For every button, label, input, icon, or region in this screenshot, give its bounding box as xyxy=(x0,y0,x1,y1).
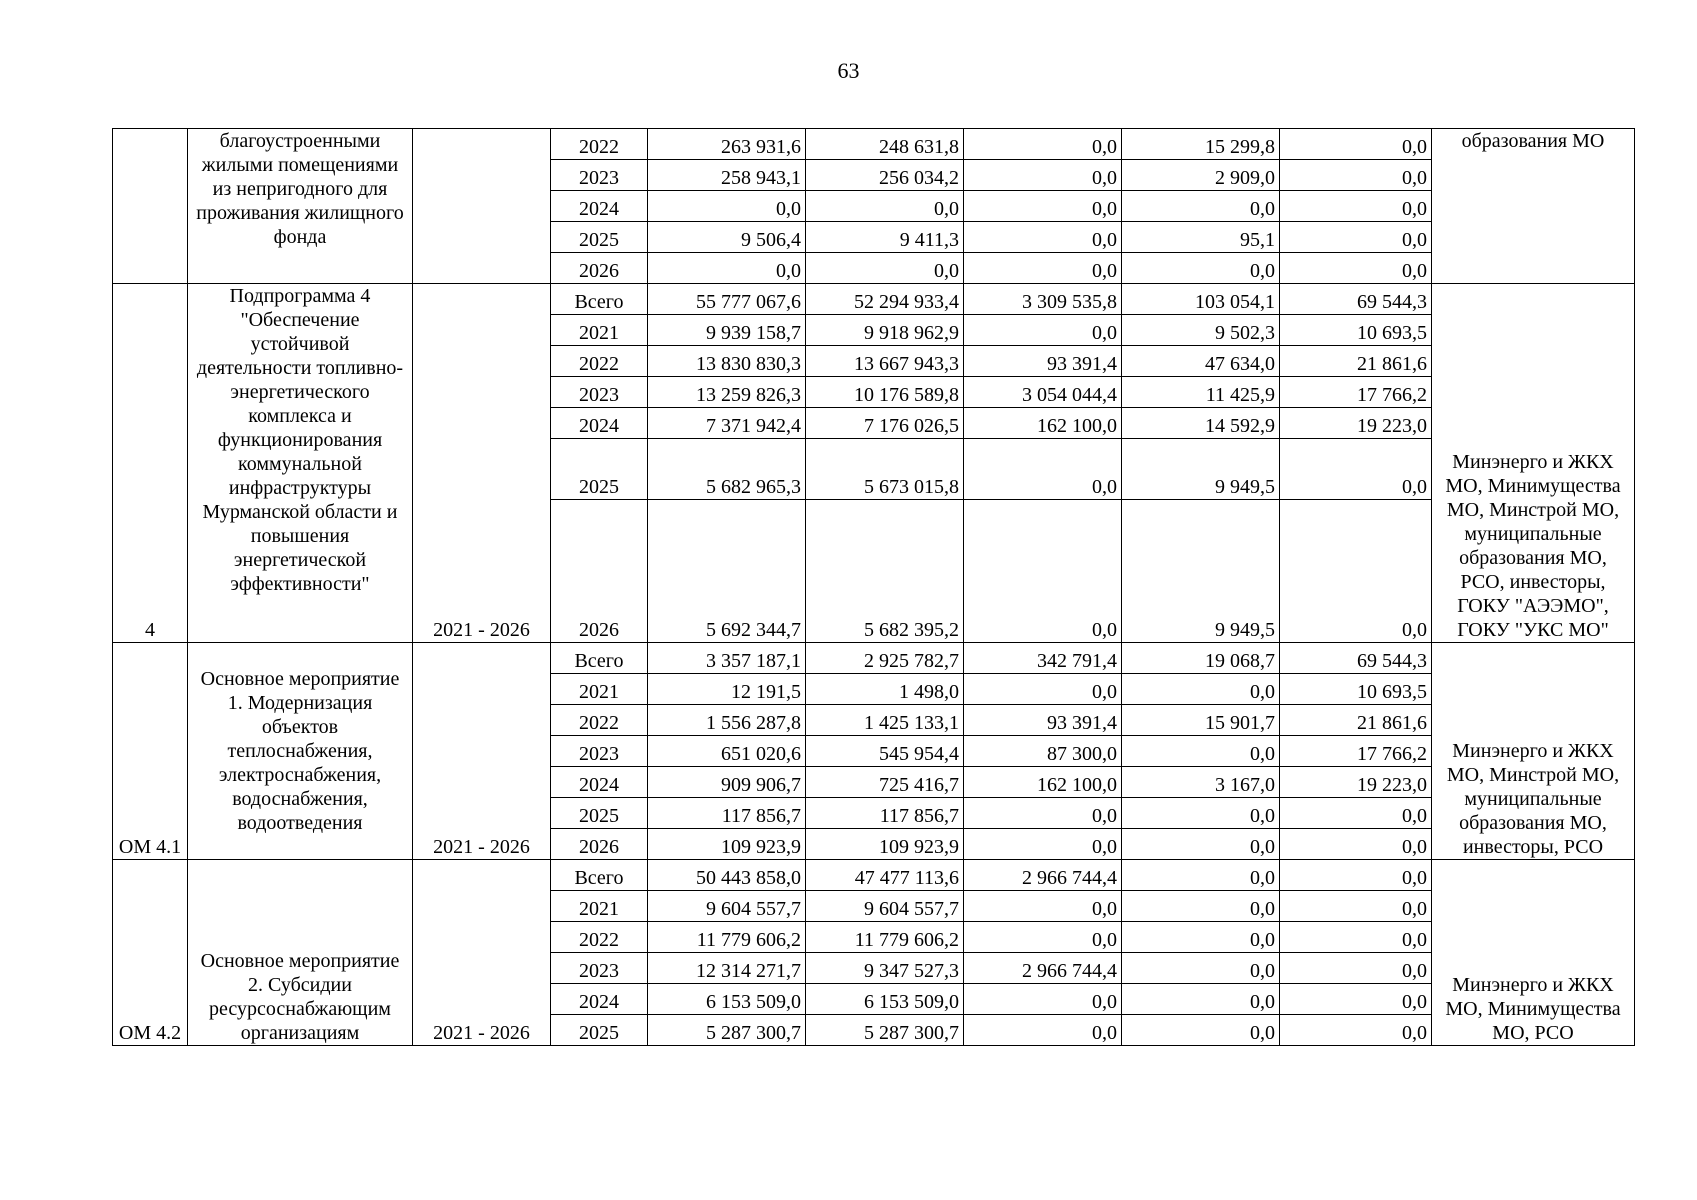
budget-table xyxy=(112,128,1635,1046)
year-cell: 2024 xyxy=(551,408,648,439)
year-cell: 2022 xyxy=(551,129,648,160)
amount-cell: 162 100,0 xyxy=(964,767,1122,798)
year-cell: 2021 xyxy=(551,315,648,346)
amount-cell: 0,0 xyxy=(1122,953,1280,984)
amount-cell: 0,0 xyxy=(964,160,1122,191)
row-index-cell: ОМ 4.2 xyxy=(113,860,188,1046)
amount-cell: 0,0 xyxy=(806,191,964,222)
amount-cell: 15 901,7 xyxy=(1122,705,1280,736)
amount-cell: 0,0 xyxy=(1280,829,1432,860)
amount-cell: 14 592,9 xyxy=(1122,408,1280,439)
program-name-cell: благоустроенными жилыми помещениями из непригодного для проживания жилищного фонда xyxy=(188,129,413,284)
amount-cell: 0,0 xyxy=(1280,922,1432,953)
amount-cell: 0,0 xyxy=(1280,860,1432,891)
amount-cell: 0,0 xyxy=(1122,1015,1280,1046)
total-cell: 12 191,5 xyxy=(648,674,806,705)
total-cell: 651 020,6 xyxy=(648,736,806,767)
year-cell: 2026 xyxy=(551,253,648,284)
amount-cell: 5 287 300,7 xyxy=(806,1015,964,1046)
amount-cell: 19 223,0 xyxy=(1280,408,1432,439)
year-cell: 2023 xyxy=(551,953,648,984)
total-cell: 5 682 965,3 xyxy=(648,439,806,500)
year-cell: Всего xyxy=(551,860,648,891)
amount-cell: 21 861,6 xyxy=(1280,705,1432,736)
year-cell: 2026 xyxy=(551,829,648,860)
year-cell: 2024 xyxy=(551,984,648,1015)
amount-cell: 7 176 026,5 xyxy=(806,408,964,439)
year-cell: 2025 xyxy=(551,222,648,253)
year-cell: 2024 xyxy=(551,191,648,222)
year-cell: 2023 xyxy=(551,736,648,767)
amount-cell: 0,0 xyxy=(964,500,1122,643)
amount-cell: 0,0 xyxy=(964,439,1122,500)
amount-cell: 256 034,2 xyxy=(806,160,964,191)
amount-cell: 117 856,7 xyxy=(806,798,964,829)
year-cell: 2025 xyxy=(551,439,648,500)
amount-cell: 0,0 xyxy=(964,315,1122,346)
amount-cell: 248 631,8 xyxy=(806,129,964,160)
amount-cell: 11 425,9 xyxy=(1122,377,1280,408)
amount-cell: 9 918 962,9 xyxy=(806,315,964,346)
amount-cell: 0,0 xyxy=(1122,891,1280,922)
year-cell: 2023 xyxy=(551,377,648,408)
amount-cell: 15 299,8 xyxy=(1122,129,1280,160)
amount-cell: 3 054 044,4 xyxy=(964,377,1122,408)
total-cell: 5 287 300,7 xyxy=(648,1015,806,1046)
amount-cell: 0,0 xyxy=(1122,860,1280,891)
table-row xyxy=(113,643,1635,674)
amount-cell: 162 100,0 xyxy=(964,408,1122,439)
amount-cell: 10 693,5 xyxy=(1280,674,1432,705)
amount-cell: 0,0 xyxy=(1280,160,1432,191)
total-cell: 12 314 271,7 xyxy=(648,953,806,984)
amount-cell: 1 498,0 xyxy=(806,674,964,705)
year-cell: 2021 xyxy=(551,674,648,705)
executors-cell: образования МО xyxy=(1432,129,1635,284)
executors-cell: Минэнерго и ЖКХ МО, Минимущества МО, РСО xyxy=(1432,860,1635,1046)
total-cell: 5 692 344,7 xyxy=(648,500,806,643)
amount-cell: 17 766,2 xyxy=(1280,377,1432,408)
amount-cell: 0,0 xyxy=(964,829,1122,860)
amount-cell: 0,0 xyxy=(806,253,964,284)
amount-cell: 0,0 xyxy=(1280,191,1432,222)
program-name-cell: Подпрограмма 4 "Обеспечение устойчивой деятельности топливно-энергетического комплекса и функционирования коммунальной инфраструктуры Мурманской области и повышения энергетической эффективности" xyxy=(188,284,413,643)
total-cell: 3 357 187,1 xyxy=(648,643,806,674)
amount-cell: 0,0 xyxy=(1122,829,1280,860)
total-cell: 263 931,6 xyxy=(648,129,806,160)
amount-cell: 0,0 xyxy=(964,984,1122,1015)
period-cell: 2021 - 2026 xyxy=(413,643,551,860)
amount-cell: 0,0 xyxy=(964,253,1122,284)
period-cell: 2021 - 2026 xyxy=(413,860,551,1046)
amount-cell: 47 634,0 xyxy=(1122,346,1280,377)
amount-cell: 725 416,7 xyxy=(806,767,964,798)
amount-cell: 0,0 xyxy=(1122,253,1280,284)
amount-cell: 0,0 xyxy=(1122,984,1280,1015)
amount-cell: 87 300,0 xyxy=(964,736,1122,767)
amount-cell: 2 925 782,7 xyxy=(806,643,964,674)
amount-cell: 69 544,3 xyxy=(1280,643,1432,674)
page-number: 63 xyxy=(837,58,860,83)
amount-cell: 545 954,4 xyxy=(806,736,964,767)
total-cell: 11 779 606,2 xyxy=(648,922,806,953)
amount-cell: 0,0 xyxy=(964,674,1122,705)
amount-cell: 0,0 xyxy=(1280,798,1432,829)
amount-cell: 6 153 509,0 xyxy=(806,984,964,1015)
executors-cell: Минэнерго и ЖКХ МО, Минимущества МО, Минстрой МО, муниципальные образования МО, РСО, инвесторы, ГОКУ "АЭЭМО", ГОКУ "УКС МО" xyxy=(1432,284,1635,643)
amount-cell: 19 223,0 xyxy=(1280,767,1432,798)
amount-cell: 0,0 xyxy=(964,922,1122,953)
amount-cell: 47 477 113,6 xyxy=(806,860,964,891)
amount-cell: 10 176 589,8 xyxy=(806,377,964,408)
amount-cell: 0,0 xyxy=(1122,674,1280,705)
amount-cell: 3 309 535,8 xyxy=(964,284,1122,315)
amount-cell: 0,0 xyxy=(1280,891,1432,922)
year-cell: Всего xyxy=(551,284,648,315)
total-cell: 7 371 942,4 xyxy=(648,408,806,439)
amount-cell: 3 167,0 xyxy=(1122,767,1280,798)
amount-cell: 0,0 xyxy=(1280,222,1432,253)
amount-cell: 93 391,4 xyxy=(964,346,1122,377)
year-cell: 2025 xyxy=(551,1015,648,1046)
amount-cell: 0,0 xyxy=(964,798,1122,829)
amount-cell: 19 068,7 xyxy=(1122,643,1280,674)
total-cell: 1 556 287,8 xyxy=(648,705,806,736)
row-index-cell xyxy=(113,129,188,284)
row-index-cell: ОМ 4.1 xyxy=(113,643,188,860)
year-cell: 2026 xyxy=(551,500,648,643)
amount-cell: 0,0 xyxy=(964,222,1122,253)
period-cell: 2021 - 2026 xyxy=(413,284,551,643)
amount-cell: 0,0 xyxy=(1280,500,1432,643)
amount-cell: 69 544,3 xyxy=(1280,284,1432,315)
total-cell: 909 906,7 xyxy=(648,767,806,798)
table-row xyxy=(113,860,1635,891)
amount-cell: 0,0 xyxy=(1280,984,1432,1015)
year-cell: 2022 xyxy=(551,922,648,953)
total-cell: 9 604 557,7 xyxy=(648,891,806,922)
executors-cell: Минэнерго и ЖКХ МО, Минстрой МО, муниципальные образования МО, инвесторы, РСО xyxy=(1432,643,1635,860)
amount-cell: 52 294 933,4 xyxy=(806,284,964,315)
amount-cell: 0,0 xyxy=(1122,191,1280,222)
amount-cell: 11 779 606,2 xyxy=(806,922,964,953)
total-cell: 9 939 158,7 xyxy=(648,315,806,346)
amount-cell: 0,0 xyxy=(1280,953,1432,984)
amount-cell: 9 347 527,3 xyxy=(806,953,964,984)
amount-cell: 93 391,4 xyxy=(964,705,1122,736)
total-cell: 6 153 509,0 xyxy=(648,984,806,1015)
amount-cell: 17 766,2 xyxy=(1280,736,1432,767)
row-index-cell: 4 xyxy=(113,284,188,643)
amount-cell: 2 966 744,4 xyxy=(964,953,1122,984)
amount-cell: 9 604 557,7 xyxy=(806,891,964,922)
amount-cell: 103 054,1 xyxy=(1122,284,1280,315)
amount-cell: 0,0 xyxy=(1280,439,1432,500)
total-cell: 258 943,1 xyxy=(648,160,806,191)
amount-cell: 2 909,0 xyxy=(1122,160,1280,191)
amount-cell: 0,0 xyxy=(1122,922,1280,953)
amount-cell: 1 425 133,1 xyxy=(806,705,964,736)
amount-cell: 9 949,5 xyxy=(1122,439,1280,500)
total-cell: 13 830 830,3 xyxy=(648,346,806,377)
total-cell: 0,0 xyxy=(648,191,806,222)
total-cell: 0,0 xyxy=(648,253,806,284)
year-cell: 2024 xyxy=(551,767,648,798)
amount-cell: 95,1 xyxy=(1122,222,1280,253)
amount-cell: 9 949,5 xyxy=(1122,500,1280,643)
amount-cell: 0,0 xyxy=(964,1015,1122,1046)
amount-cell: 9 411,3 xyxy=(806,222,964,253)
year-cell: 2022 xyxy=(551,705,648,736)
amount-cell: 0,0 xyxy=(964,129,1122,160)
program-name-cell: Основное мероприятие 1. Модернизация объектов теплоснабжения, электроснабжения, водоснабжения, водоотведения xyxy=(188,643,413,860)
total-cell: 50 443 858,0 xyxy=(648,860,806,891)
year-cell: Всего xyxy=(551,643,648,674)
amount-cell: 9 502,3 xyxy=(1122,315,1280,346)
period-cell xyxy=(413,129,551,284)
amount-cell: 0,0 xyxy=(1280,129,1432,160)
total-cell: 109 923,9 xyxy=(648,829,806,860)
amount-cell: 2 966 744,4 xyxy=(964,860,1122,891)
year-cell: 2025 xyxy=(551,798,648,829)
amount-cell: 0,0 xyxy=(1280,253,1432,284)
amount-cell: 5 682 395,2 xyxy=(806,500,964,643)
amount-cell: 10 693,5 xyxy=(1280,315,1432,346)
total-cell: 13 259 826,3 xyxy=(648,377,806,408)
amount-cell: 13 667 943,3 xyxy=(806,346,964,377)
amount-cell: 0,0 xyxy=(964,191,1122,222)
amount-cell: 21 861,6 xyxy=(1280,346,1432,377)
amount-cell: 0,0 xyxy=(1280,1015,1432,1046)
total-cell: 117 856,7 xyxy=(648,798,806,829)
amount-cell: 0,0 xyxy=(1122,736,1280,767)
total-cell: 55 777 067,6 xyxy=(648,284,806,315)
amount-cell: 0,0 xyxy=(1122,798,1280,829)
amount-cell: 109 923,9 xyxy=(806,829,964,860)
amount-cell: 5 673 015,8 xyxy=(806,439,964,500)
table-row xyxy=(113,129,1635,160)
amount-cell: 342 791,4 xyxy=(964,643,1122,674)
program-name-cell: Основное мероприятие 2. Субсидии ресурсоснабжающим организациям xyxy=(188,860,413,1046)
year-cell: 2023 xyxy=(551,160,648,191)
year-cell: 2021 xyxy=(551,891,648,922)
amount-cell: 0,0 xyxy=(964,891,1122,922)
table-row xyxy=(113,284,1635,315)
year-cell: 2022 xyxy=(551,346,648,377)
total-cell: 9 506,4 xyxy=(648,222,806,253)
